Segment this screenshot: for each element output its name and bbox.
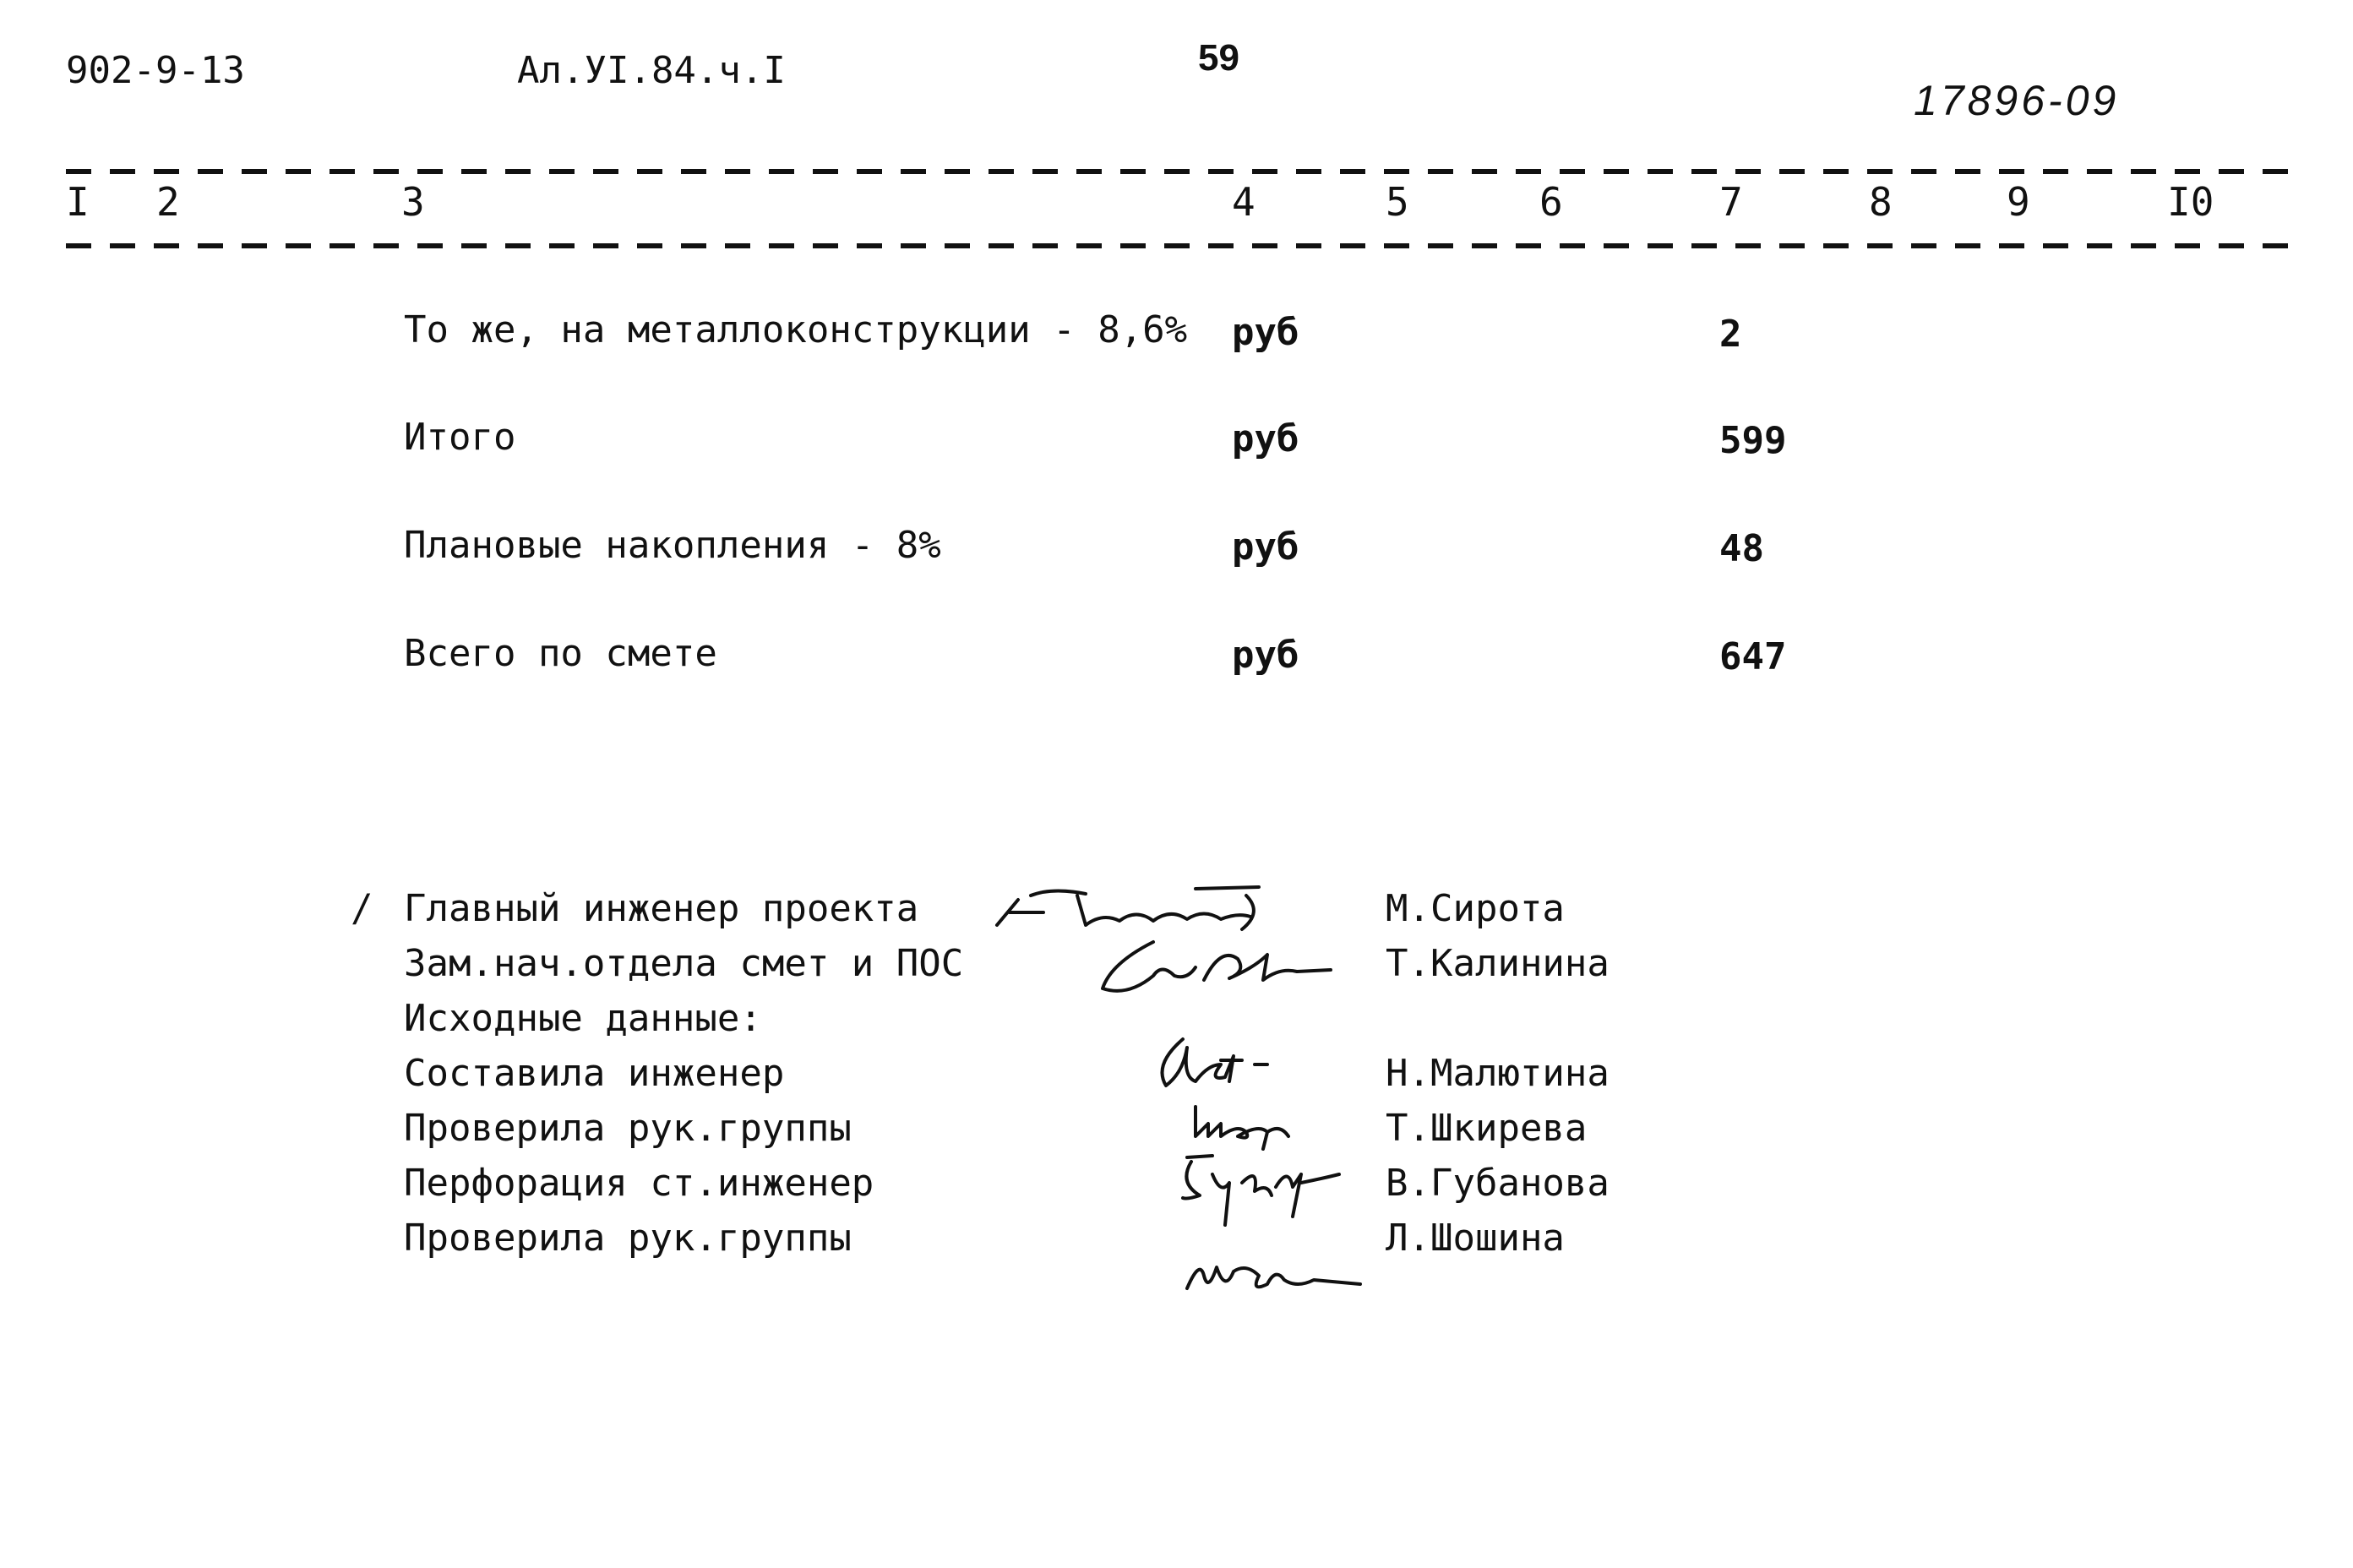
column-number: 8: [1869, 179, 1893, 225]
inventory-number: 17896-09: [1914, 77, 2120, 124]
column-number: 5: [1386, 179, 1409, 225]
column-number: 9: [2007, 179, 2030, 225]
signature-shkireva: [1187, 1090, 1305, 1157]
column-number: 4: [1232, 179, 1255, 225]
column-number: 3: [401, 179, 425, 225]
column-number: 7: [1719, 179, 1743, 225]
check-mark: /: [355, 886, 367, 934]
row-unit: руб: [1232, 311, 1299, 354]
signatory-name: Т.Шкирева: [1386, 1107, 1588, 1150]
row-unit: руб: [1232, 417, 1299, 460]
row-value: 48: [1719, 527, 1764, 570]
signature-shoshina: [1179, 1242, 1373, 1304]
signatory-role: Зам.нач.отдела смет и ПОС: [404, 942, 964, 985]
signature-kalinina: [1094, 929, 1339, 1009]
row-unit: руб: [1232, 634, 1299, 677]
column-number: 6: [1539, 179, 1563, 225]
row-name: Итого: [404, 416, 516, 459]
signatory-role: Проверила рук.группы: [404, 1217, 852, 1260]
signatory-role: Главный инженер проекта: [404, 887, 919, 930]
signatory-name: В.Губанова: [1386, 1162, 1610, 1205]
signatory-name: М.Сирота: [1386, 887, 1565, 930]
row-unit: руб: [1232, 525, 1299, 569]
signatory-role: Проверила рук.группы: [404, 1107, 852, 1150]
signatory-name: Н.Малютина: [1386, 1052, 1610, 1095]
row-value: 599: [1719, 419, 1787, 462]
bottom-dashed-rule: [66, 243, 2288, 248]
top-dashed-rule: [66, 169, 2288, 174]
album-reference: Ал.УI.84.ч.I: [517, 49, 786, 92]
signatory-name: Л.Шошина: [1386, 1217, 1565, 1260]
column-number: I0: [2167, 179, 2214, 225]
signatory-role: Составила инженер: [404, 1052, 785, 1095]
document-code: 902-9-13: [66, 49, 245, 92]
row-name: Плановые накопления - 8%: [404, 524, 941, 567]
column-number: I: [66, 179, 90, 225]
row-name: То же, на металлоконструкции - 8,6%: [404, 308, 1188, 351]
row-value: 2: [1719, 313, 1742, 356]
signatory-role: Перфорация ст.инженер: [404, 1162, 874, 1205]
signature-gubanova: [1174, 1149, 1352, 1245]
column-number: 2: [156, 179, 180, 225]
page-number: 59: [1198, 37, 1239, 79]
row-value: 647: [1719, 635, 1787, 678]
section-label: Исходные данные:: [404, 997, 762, 1040]
signatory-name: Т.Калинина: [1386, 942, 1610, 985]
row-name: Всего по смете: [404, 632, 717, 675]
